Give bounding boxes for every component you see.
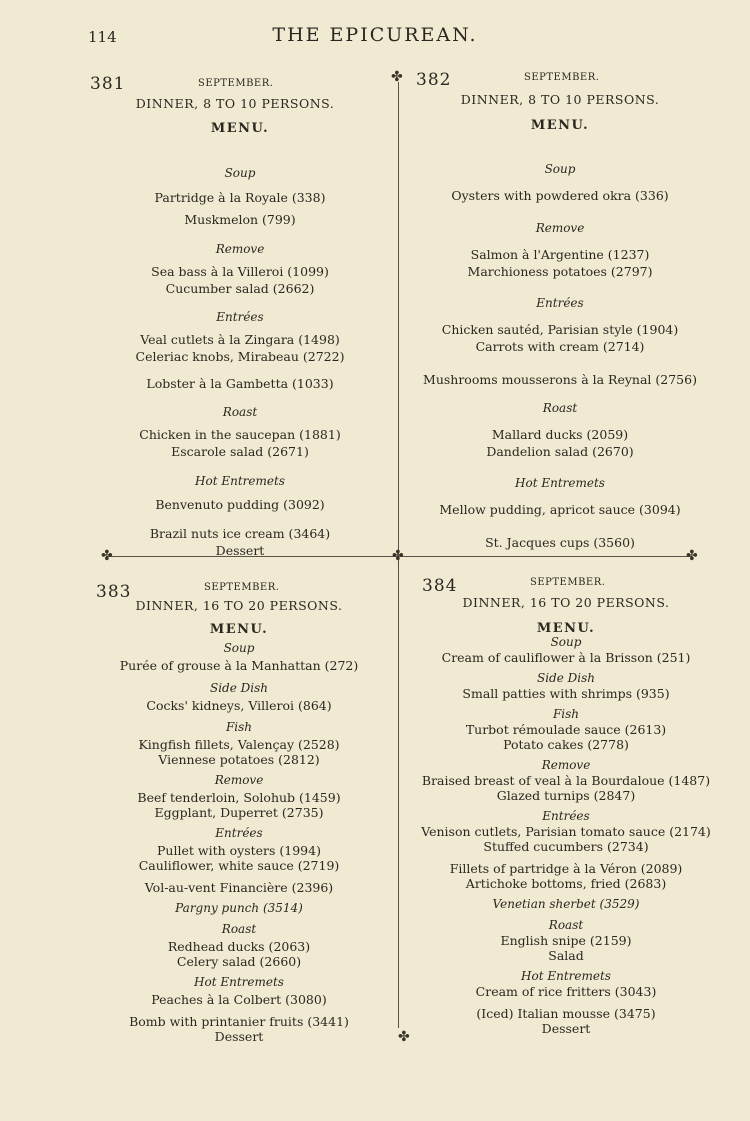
course-heading: Soup xyxy=(550,635,582,649)
course-heading: Roast xyxy=(221,922,257,936)
course-heading: Side Dish xyxy=(209,681,268,695)
menu-item: Celeriac knobs, Mirabeau (2722) xyxy=(135,349,345,364)
menu-item: Purée of grouse à la Manhattan (272) xyxy=(119,658,359,673)
menu-item: Escarole salad (2671) xyxy=(171,444,309,459)
course-heading: Hot Entremets xyxy=(515,476,605,490)
menu-month: SEPTEMBER. xyxy=(524,72,600,83)
menu-item: Brazil nuts ice cream (3464) xyxy=(149,526,331,541)
menu-number: 384 xyxy=(422,576,458,596)
course-heading: Soup xyxy=(223,641,255,655)
menu-month: SEPTEMBER. xyxy=(530,577,606,588)
course-heading: Roast xyxy=(222,405,258,419)
menu-item: Dessert xyxy=(541,1021,591,1036)
course-heading: Remove xyxy=(214,773,264,787)
menu-item: Beef tenderloin, Solohub (1459) xyxy=(137,790,341,805)
course-heading: Entrées xyxy=(216,310,264,324)
menu-item: Veal cutlets à la Zingara (1498) xyxy=(140,332,340,347)
course-heading: Remove xyxy=(535,221,585,235)
course-heading: Fish xyxy=(552,707,580,721)
menu-item: Salad xyxy=(548,948,584,963)
menu-item: Braised breast of veal à la Bourdaloue (1487) xyxy=(421,773,711,788)
menu-item: Dandelion salad (2670) xyxy=(486,444,634,459)
menu-item: Kingfish fillets, Valençay (2528) xyxy=(138,737,340,752)
menu-item: English snipe (2159) xyxy=(500,933,632,948)
menu-item: Sea bass à la Villeroi (1099) xyxy=(151,264,329,279)
menu-item: Eggplant, Duperret (2735) xyxy=(154,805,324,820)
menu-item: Turbot rémoulade sauce (2613) xyxy=(465,722,667,737)
fleuron-icon: ✤ xyxy=(392,548,404,564)
menu-item: Vol-au-vent Financière (2396) xyxy=(144,880,334,895)
menu-item: Lobster à la Gambetta (1033) xyxy=(146,376,334,391)
menu-item: Bomb with printanier fruits (3441) xyxy=(129,1014,349,1029)
course-heading: Hot Entremets xyxy=(521,969,611,983)
menu-item: Fillets of partridge à la Véron (2089) xyxy=(449,861,683,876)
menu-item: (Iced) Italian mousse (3475) xyxy=(476,1006,656,1021)
menu-item: St. Jacques cups (3560) xyxy=(485,535,635,550)
menu-item: Chicken sautéd, Parisian style (1904) xyxy=(441,322,679,337)
fleuron-icon: ✤ xyxy=(686,548,698,564)
menu-item: Dessert xyxy=(215,543,265,558)
menu-month: SEPTEMBER. xyxy=(198,78,274,89)
course-heading: Fish xyxy=(225,720,253,734)
course-heading: Soup xyxy=(544,162,576,176)
course-heading: Venetian sherbet (3529) xyxy=(492,897,640,911)
menu-item: Muskmelon (799) xyxy=(184,212,296,227)
menu-item: Viennese potatoes (2812) xyxy=(158,752,320,767)
menu-item: Marchioness potatoes (2797) xyxy=(467,264,653,279)
menu-item: Benvenuto pudding (3092) xyxy=(155,497,325,512)
menu-item: Mellow pudding, apricot sauce (3094) xyxy=(439,502,681,517)
menu-panel xyxy=(412,70,708,550)
menu-title: DINNER, 16 TO 20 PERSONS. xyxy=(462,595,670,610)
course-heading: Entrées xyxy=(536,296,584,310)
menu-item: Mushrooms mousserons à la Reynal (2756) xyxy=(423,372,697,387)
menu-item: Cream of rice fritters (3043) xyxy=(475,984,657,999)
menu-title: DINNER, 16 TO 20 PERSONS. xyxy=(135,598,343,613)
menu-number: 383 xyxy=(96,582,132,602)
fleuron-icon: ✤ xyxy=(391,69,403,85)
menu-label: MENU. xyxy=(210,121,270,136)
course-heading: Hot Entremets xyxy=(194,975,284,989)
menu-item: Venison cutlets, Parisian tomato sauce (2174) xyxy=(421,824,711,839)
menu-panel xyxy=(90,74,390,558)
page-number: 114 xyxy=(88,28,117,46)
menu-item: Dessert xyxy=(214,1029,264,1044)
course-heading: Remove xyxy=(541,758,591,772)
menu-item: Cauliflower, white sauce (2719) xyxy=(138,858,340,873)
menu-title: DINNER, 8 TO 10 PERSONS. xyxy=(135,96,335,111)
menu-item: Potato cakes (2778) xyxy=(503,737,629,752)
menu-item: Salmon à l'Argentine (1237) xyxy=(470,247,650,262)
menu-item: Cream of cauliflower à la Brisson (251) xyxy=(441,650,691,665)
menu-item: Peaches à la Colbert (3080) xyxy=(151,992,327,1007)
menu-title: DINNER, 8 TO 10 PERSONS. xyxy=(460,92,660,107)
menu-item: Cocks' kidneys, Villeroi (864) xyxy=(146,698,332,713)
menu-item: Redhead ducks (2063) xyxy=(167,939,311,954)
menu-item: Glazed turnips (2847) xyxy=(496,788,636,803)
menu-item: Small patties with shrimps (935) xyxy=(462,686,670,701)
menu-item: Carrots with cream (2714) xyxy=(475,339,645,354)
menu-number: 381 xyxy=(90,74,126,94)
menu-panel xyxy=(418,576,714,1046)
page-header: THE EPICUREAN. xyxy=(272,24,478,46)
menu-item: Cucumber salad (2662) xyxy=(165,281,315,296)
course-heading: Entrées xyxy=(215,826,263,840)
menu-item: Mallard ducks (2059) xyxy=(491,427,629,442)
menu-label: MENU. xyxy=(536,621,596,636)
menu-item: Pullet with oysters (1994) xyxy=(157,843,321,858)
menu-item: Stuffed cucumbers (2734) xyxy=(483,839,649,854)
course-heading: Soup xyxy=(224,166,256,180)
menu-month: SEPTEMBER. xyxy=(204,582,280,593)
course-heading: Entrées xyxy=(542,809,590,823)
course-heading: Hot Entremets xyxy=(195,474,285,488)
course-heading: Roast xyxy=(542,401,578,415)
menu-label: MENU. xyxy=(530,118,590,133)
course-heading: Side Dish xyxy=(536,671,595,685)
menu-item: Celery salad (2660) xyxy=(176,954,302,969)
course-heading: Pargny punch (3514) xyxy=(175,901,303,915)
menu-item: Artichoke bottoms, fried (2683) xyxy=(465,876,667,891)
course-heading: Remove xyxy=(215,242,265,256)
menu-item: Oysters with powdered okra (336) xyxy=(451,188,669,203)
fleuron-icon: ✤ xyxy=(101,548,113,564)
menu-item: Chicken in the saucepan (1881) xyxy=(139,427,341,442)
menu-panel xyxy=(96,582,382,1047)
menu-item: Partridge à la Royale (338) xyxy=(154,190,326,205)
fleuron-icon: ✤ xyxy=(398,1029,410,1045)
menu-label: MENU. xyxy=(209,622,269,637)
course-heading: Roast xyxy=(548,918,584,932)
menu-number: 382 xyxy=(416,70,452,90)
